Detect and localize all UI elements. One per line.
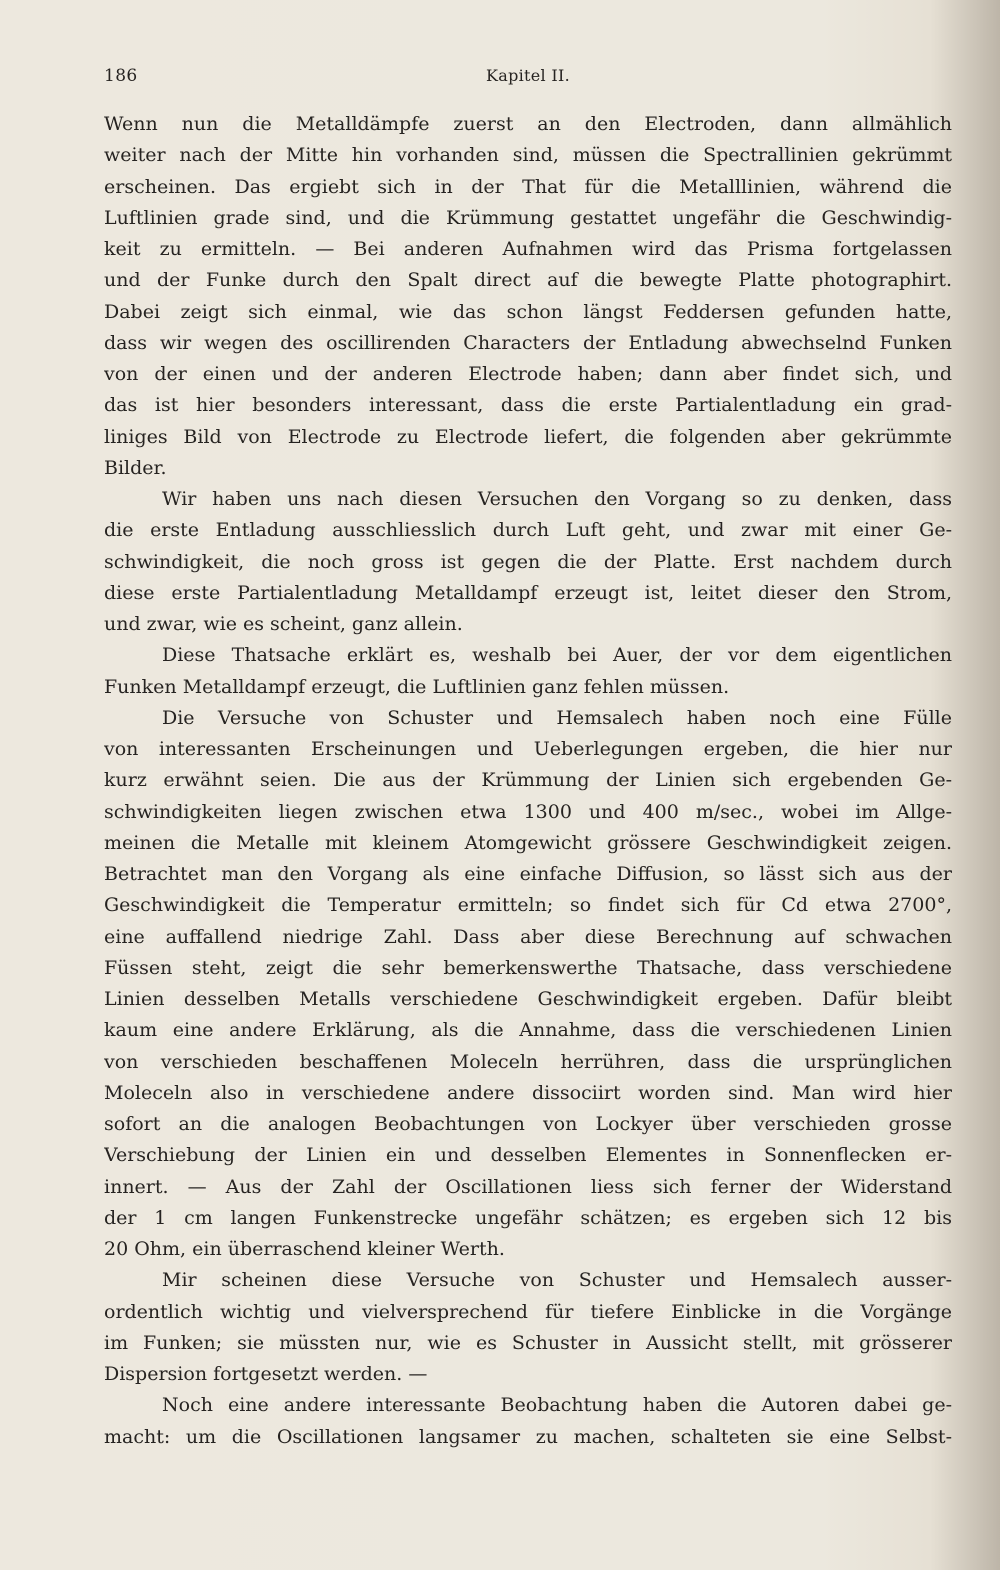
- text-line: innert. — Aus der Zahl der Oscillationen liess sich ferner der Widerstand: [104, 1175, 952, 1198]
- paragraph-1: [104, 109, 952, 484]
- text-line: Moleceln also in verschiedene andere dissociirt worden sind. Man wird hier: [104, 1081, 952, 1104]
- text-line: Geschwindigkeit die Temperatur ermitteln; so findet sich für Cd etwa 2700°,: [104, 894, 952, 917]
- text-line: Diese Thatsache erklärt es, weshalb bei Auer, der vor dem eigentlichen: [162, 644, 952, 667]
- text-line: schwindigkeiten liegen zwischen etwa 1300 und 400 m/sec., wobei im Allge-: [104, 800, 952, 823]
- text-line: von interessanten Erscheinungen und Ueberlegungen ergeben, die hier nur: [104, 738, 952, 760]
- text-line: keit zu ermitteln. — Bei anderen Aufnahmen wird das Prisma fortgelassen: [104, 238, 952, 260]
- text-line: Dabei zeigt sich einmal, wie das schon längst Feddersen gefunden hatte,: [104, 300, 952, 323]
- text-line: Füssen steht, zeigt die sehr bemerkenswerthe Thatsache, dass verschiedene: [104, 956, 952, 979]
- text-line: kurz erwähnt seien. Die aus der Krümmung der Linien sich ergebenden Ge-: [104, 769, 952, 792]
- paragraph-3: [104, 640, 952, 703]
- running-head: Kapitel II.: [486, 66, 570, 85]
- body-text: [104, 109, 952, 1453]
- text-line: der 1 cm langen Funkenstrecke ungefähr schätzen; es ergeben sich 12 bis: [104, 1206, 952, 1229]
- text-line: Wir haben uns nach diesen Versuchen den Vorgang so zu denken, dass: [162, 488, 952, 510]
- text-line: dass wir wegen des oscillirenden Characters der Entladung abwechselnd Funken: [104, 331, 952, 354]
- text-line: das ist hier besonders interessant, dass die erste Partialentladung ein grad-: [104, 394, 952, 417]
- text-line: macht: um die Oscillationen langsamer zu machen, schalteten sie eine Selbst-: [104, 1425, 952, 1448]
- text-line: Betrachtet man den Vorgang als eine einfache Diffusion, so lässt sich aus der: [104, 863, 952, 885]
- text-line: Wenn nun die Metalldämpfe zuerst an den Electroden, dann allmählich: [104, 113, 952, 135]
- text-line: Noch eine andere interessante Beobachtung haben die Autoren dabei ge-: [162, 1394, 952, 1417]
- text-line: meinen die Metalle mit kleinem Atomgewicht grössere Geschwindigkeit zeigen.: [104, 831, 952, 854]
- text-line: im Funken; sie müssten nur, wie es Schuster in Aussicht stellt, mit grösserer: [104, 1331, 952, 1354]
- text-line: Verschiebung der Linien ein und desselben Elementes in Sonnenflecken er-: [104, 1144, 952, 1167]
- paragraph-6: [104, 1390, 952, 1453]
- paragraph-4: [104, 703, 952, 1266]
- text-line: 20 Ohm, ein überraschend kleiner Werth.: [104, 1238, 505, 1260]
- text-line: Funken Metalldampf erzeugt, die Luftlinien ganz fehlen müssen.: [104, 675, 730, 698]
- text-line: von der einen und der anderen Electrode haben; dann aber findet sich, und: [104, 363, 952, 385]
- text-line: und zwar, wie es scheint, ganz allein.: [104, 613, 463, 635]
- text-line: sofort an die analogen Beobachtungen von Lockyer über verschieden grosse: [104, 1113, 952, 1135]
- text-line: liniges Bild von Electrode zu Electrode liefert, die folgenden aber gekrümmte: [104, 425, 952, 448]
- text-line: kaum eine andere Erklärung, als die Annahme, dass die verschiedenen Linien: [104, 1019, 952, 1042]
- text-line: diese erste Partialentladung Metalldampf erzeugt ist, leitet dieser den Strom,: [104, 581, 952, 604]
- page-header: [104, 58, 952, 92]
- page-number: 186: [104, 66, 138, 86]
- text-line: Mir scheinen diese Versuche von Schuster und Hemsalech ausser-: [162, 1269, 952, 1292]
- text-line: ordentlich wichtig und vielversprechend für tiefere Einblicke in die Vorgänge: [104, 1300, 952, 1323]
- text-line: Linien desselben Metalls verschiedene Geschwindigkeit ergeben. Dafür bleibt: [104, 988, 952, 1010]
- text-line: die erste Entladung ausschliesslich durch Luft geht, und zwar mit einer Ge-: [104, 519, 952, 542]
- text-line: erscheinen. Das ergiebt sich in der That für die Metalllinien, während die: [104, 175, 952, 198]
- text-line: und der Funke durch den Spalt direct auf die bewegte Platte photographirt.: [104, 269, 952, 292]
- paragraph-5: [104, 1265, 952, 1390]
- text-line: Die Versuche von Schuster und Hemsalech haben noch eine Fülle: [162, 706, 952, 729]
- text-line: Dispersion fortgesetzt werden. —: [104, 1363, 428, 1385]
- paragraph-2: [104, 484, 952, 640]
- text-line: von verschieden beschaffenen Moleceln herrühren, dass die ursprünglichen: [104, 1050, 952, 1073]
- text-line: Luftlinien grade sind, und die Krümmung gestattet ungefähr die Geschwindig-: [104, 206, 952, 229]
- text-line: Bilder.: [104, 456, 167, 479]
- text-line: eine auffallend niedrige Zahl. Dass aber diese Berechnung auf schwachen: [104, 925, 952, 948]
- text-line: weiter nach der Mitte hin vorhanden sind, müssen die Spectrallinien gekrümmt: [104, 144, 952, 167]
- text-line: schwindigkeit, die noch gross ist gegen die der Platte. Erst nachdem durch: [104, 550, 952, 573]
